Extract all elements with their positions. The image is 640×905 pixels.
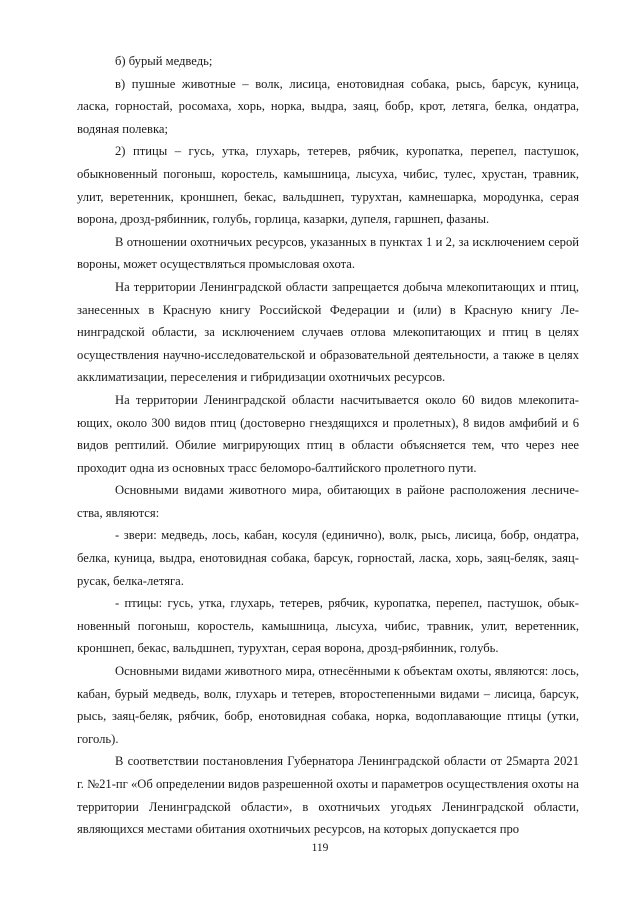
paragraph-commercial-hunting: В отношении охотничьих ресурсов, указанных в пунктах 1 и 2, за исключением серой вороны, может осуществляться промысловая охота. — [77, 234, 579, 272]
paragraph-fur-animals: в) пушные животные – волк, лисица, енотовидная собака, рысь, барсук, куница, ласка, горностай, росомаха, хорь, норка, выдра, заяц, бобр, крот, летяга, белка, ондатра, водяная полевка; — [77, 76, 579, 136]
body-text — [77, 50, 579, 841]
paragraph-hunting-objects: Основными видами животного мира, отнесёнными к объектам охоты, являются: лось, кабан, бурый медведь, волк, глухарь и тетерев, второстепенными видами – лисица, барсук, рысь, заяц-беляк, рябчик, бобр, енотовидная собака, норка, водоплавающие птицы (утки, гоголь). — [77, 664, 579, 746]
paragraph-governor-decree: В соответствии постановления Губернатора Ленинградской области от 25марта 2021 г. №21-пг «Об определении видов разрешенной охоты и параметров осуществления охоты на территории Ленинградской области», в охотничьих угодьях Ленинградской области, являющихся местами обитания охотничьих ресурсов, на которых допускается про — [77, 754, 579, 837]
paragraph-mammals-list: - звери: медведь, лось, кабан, косуля (единично), волк, рысь, лисица, бобр, ондатра, белка, куница, выдра, енотовидная собака, барсук, горностай, ласка, хорь, заяц-беляк, заяц-русак, белка-летяга. — [77, 528, 579, 588]
paragraph-birds: 2) птицы – гусь, утка, глухарь, тетерев, рябчик, куропатка, перепел, пастушок, обыкновенный погоныш, коростель, камышница, лысуха, чибис, тулес, хрустан, травник, улит, веретенник, кроншнеп, бекас, вальдшнеп, турухтан, камнешарка, мородунка, серая ворона, дрозд-рябинник, голубь, горлица, казарки, дупеля, гаршнеп, фазаны. — [77, 144, 579, 227]
paragraph-red-book: На территории Ленинградской области запрещается добыча млекопитающих и птиц, занесенных в Красную книгу Российской Федерации и (или) в Красную книгу Ленинградской области, за исключением случаев отлова млекопитающих и птиц в целях осуществления научно-исследовательской и образовательной деятельности, а также в целях акклиматизации, переселения и гибридизации охотничьих ресурсов. — [77, 279, 579, 385]
paragraph-species-count: На территории Ленинградской области насчитывается около 60 видов млекопитающих, около 300 видов птиц (достоверно гнездящихся и пролетных), 8 видов амфибий и 6 видов рептилий. Обилие мигрирующих птиц в области объясняется тем, что через нее проходит одна из основных трасс беломоро-балтийского пролетного пути. — [77, 392, 579, 475]
paragraph-main-species-intro: Основными видами животного мира, обитающих в районе расположения лесничества, являются: — [77, 483, 579, 520]
page-number: 119 — [311, 842, 329, 854]
paragraph-brown-bear: б) бурый медведь; — [115, 54, 213, 68]
paragraph-birds-list: - птицы: гусь, утка, глухарь, тетерев, рябчик, куропатка, перепел, пастушок, обыкновенный погоныш, коростель, камышница, лысуха, чибис, травник, улит, веретенник, кроншнеп, бекас, вальдшнеп, турухтан, серая ворона, дрозд-рябинник, голубь. — [77, 596, 579, 656]
